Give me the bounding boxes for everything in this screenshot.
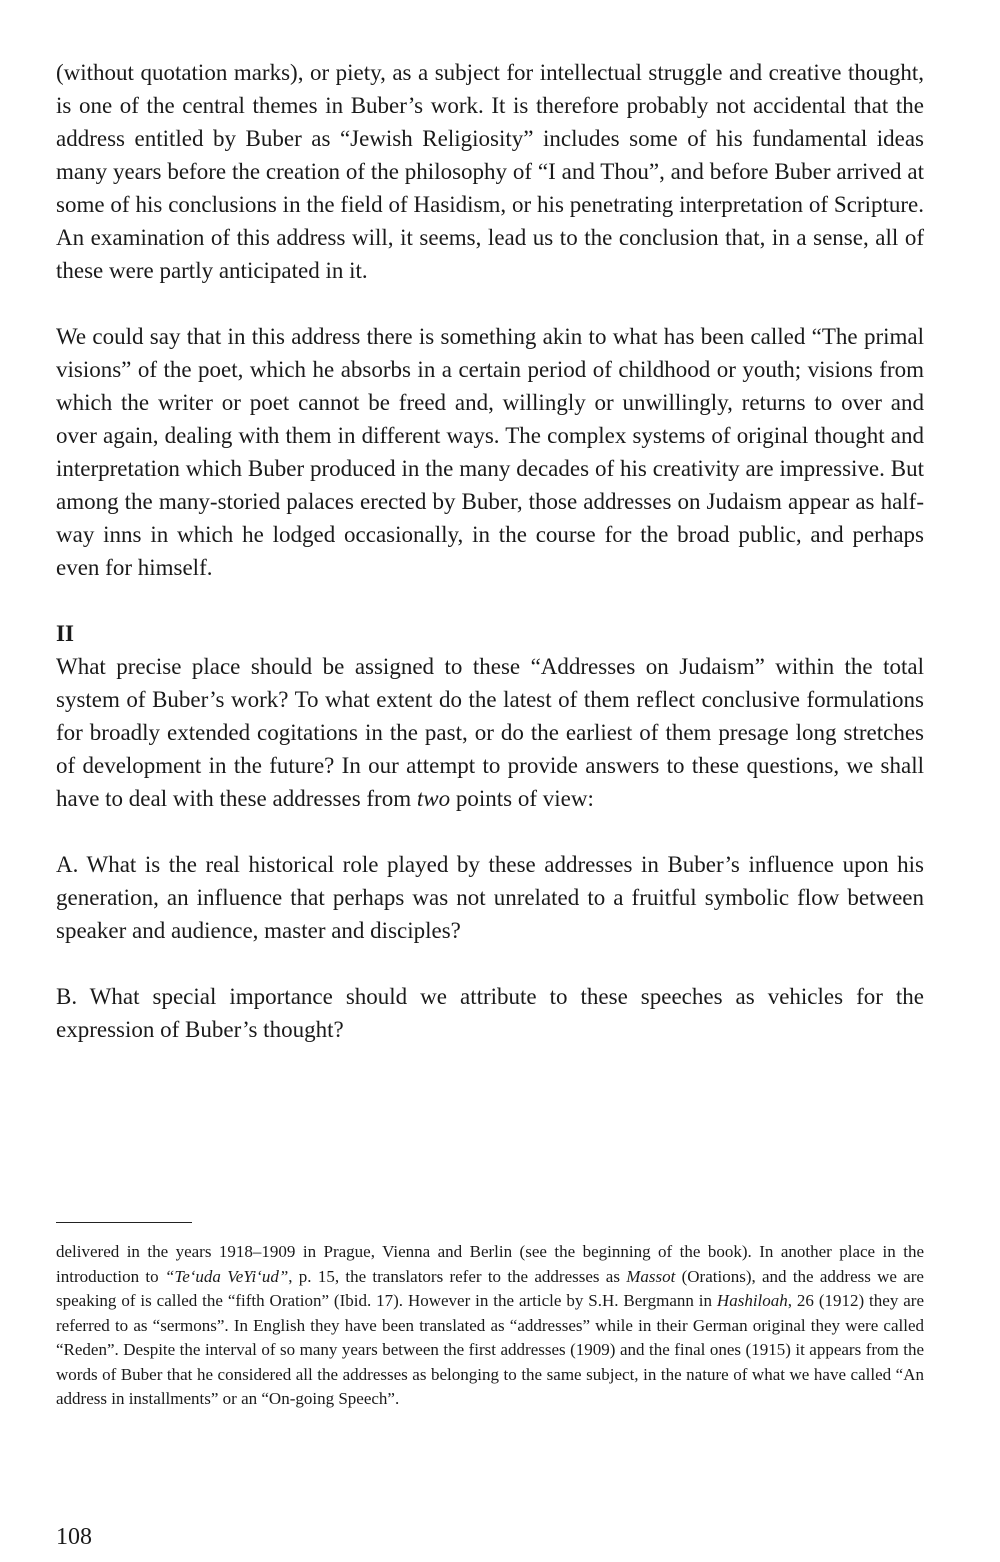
section-heading: II: [56, 621, 74, 646]
paragraph-gap: [56, 287, 924, 320]
footnote-text-1: delivered in the years 1918–1909 in Prague, Vienna and Berlin (see the beginning of the book). In another place in the introduction to: [56, 1242, 924, 1286]
paragraph-1: (without quotation marks), or piety, as a subject for intellectual struggle and creative thought, is one of the central themes in Buber’s work. It is therefore probably not accidental that the address entitled by Buber as “Jewish Religiosity” includes some of his fundamental ideas many years before the creation of the philosophy of “I and Thou”, and before Buber arrived at some of his conclusions in the field of Hasidism, or his penetrating interpretation of Scripture. An examination of this address will, it seems, lead us to the conclusion that, in a sense, all of these were partly anticipated in it.: [56, 60, 924, 283]
paragraph-gap: [56, 815, 924, 848]
page-body: [56, 56, 924, 1046]
footnote: [56, 1240, 924, 1412]
footnote-title-teuda: “Te‘uda VeYi‘ud”: [164, 1266, 289, 1286]
page-number: 108: [56, 1524, 92, 1550]
paragraph-gap: [56, 947, 924, 980]
paragraph-point-a: A. What is the real historical role played by these addresses in Buber’s influence upon his generation, an influence that perhaps was not unrelated to a fruitful symbolic flow between speaker and audience, master and disciples?: [56, 852, 924, 943]
footnote-term-massot: Massot: [626, 1266, 676, 1286]
footnote-journal-hashiloah: Hashiloah: [716, 1291, 788, 1310]
paragraph-gap: [56, 584, 924, 617]
footnote-text-4: , 26 (1912) they are referred to as “sermons”. In English they have been translated as “addresses” while in their German original they were called “Reden”. Despite the interval of so many years between the first addresses (1909) and the final ones (1915) it appears from the words of Buber that he considered all the addresses as belonging to the same subject, in the nature of what we have called “An address in installments” or an “On-going Speech”.: [56, 1291, 924, 1408]
paragraph-3: [56, 650, 924, 815]
paragraph-3-text-a: What precise place should be assigned to these “Addresses on Judaism” within the total system of Buber’s work? To what extent do the latest of them reflect conclusive formulations for broadly extended cogitations in the past, or do the earliest of them presage long stretches of development in the future? In our attempt to provide answers to these questions, we shall have to deal with these addresses from: [56, 654, 924, 811]
footnote-separator: [56, 1222, 192, 1223]
paragraph-3-text-b: points of view:: [450, 786, 594, 811]
paragraph-point-b: B. What special importance should we attribute to these speeches as vehicles for the expression of Buber’s thought?: [56, 984, 924, 1042]
footnote-text-3: (Orations), and the address we are speaking of is called the “fifth Oration” (Ibid. 17). However in the article by S.H. Bergmann in: [56, 1266, 924, 1310]
footnote-text-2: , p. 15, the translators refer to the addresses as: [288, 1266, 627, 1286]
paragraph-2: We could say that in this address there is something akin to what has been called “The primal visions” of the poet, which he absorbs in a certain period of childhood or youth; visions from which the writer or poet cannot be freed and, willingly or unwillingly, returns to over and over again, dealing with them in different ways. The complex systems of original thought and interpretation which Buber produced in the many decades of his creativity are impressive. But among the many-storied palaces erected by Buber, those addresses on Judaism appear as half-way inns in which he lodged occasionally, in the course for the broad public, and perhaps even for himself.: [56, 324, 924, 580]
paragraph-3-emphasis: two: [416, 786, 451, 811]
